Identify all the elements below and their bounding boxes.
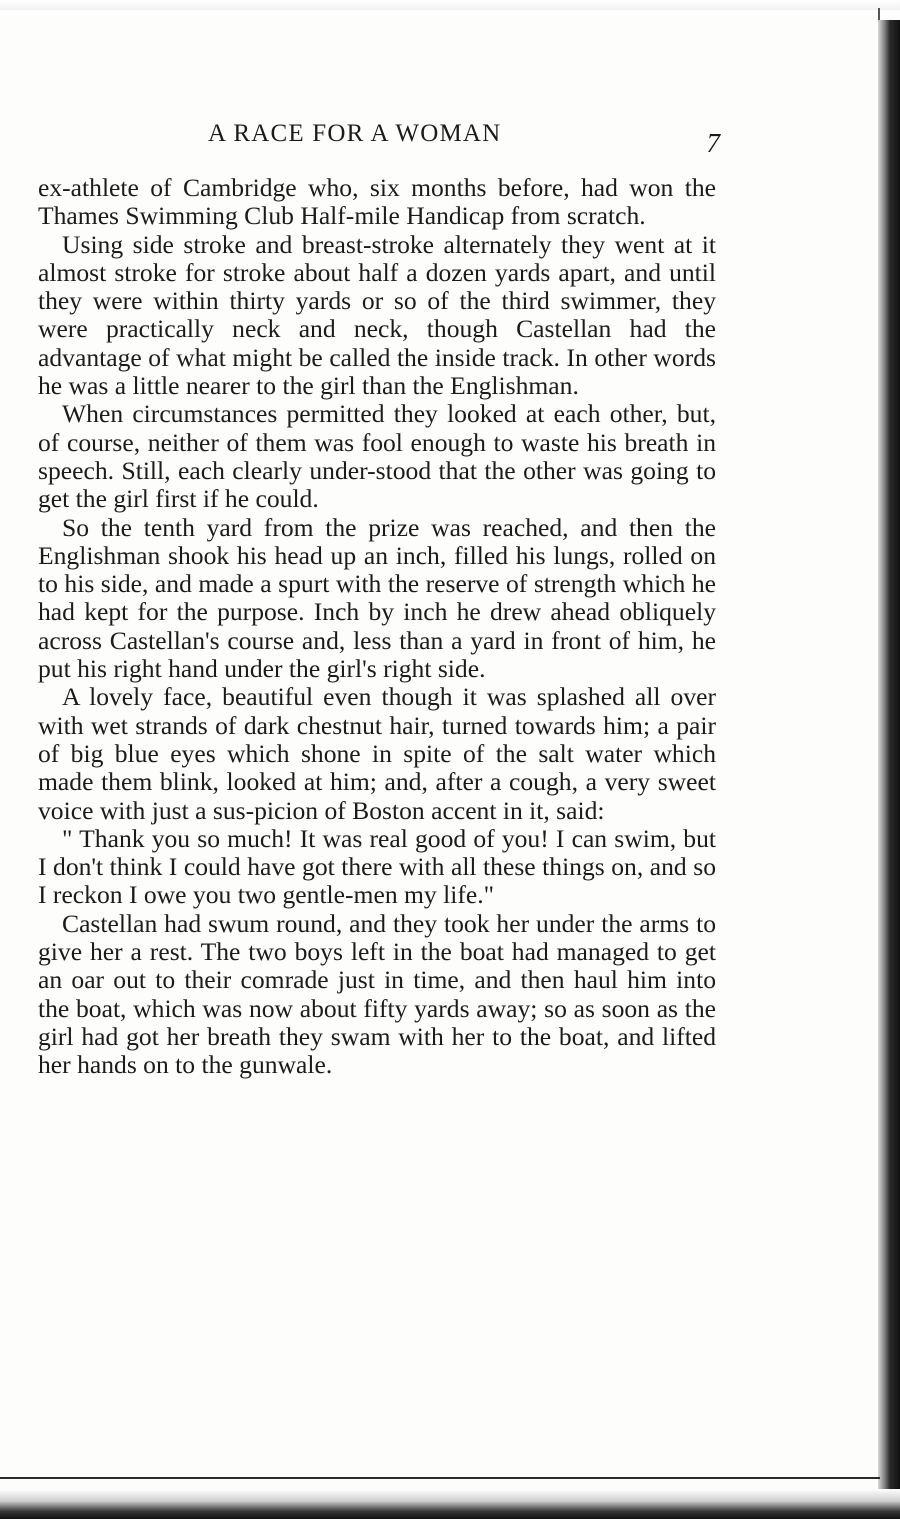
paragraph: So the tenth yard from the prize was reached, and then the Englishman shook his head up an inch, filled his lungs, rolled on to his side, and made a spurt with the reserve of strength which he had kept for the purpose. Inch by inch he drew ahead obliquely across Castellan's course and, less than a yard in front of him, he put his right hand under the girl's right side. [38, 512, 716, 684]
paragraph: When circumstances permitted they looked at each other, but, of course, neither of them was fool enough to waste his breath in speech. Still, each clearly under-stood that the other was going to get the girl first if he could. [38, 399, 716, 514]
paragraph: " Thank you so much! It was real good of you! I can swim, but I don't think I could have got there with all these things on, and so I reckon I owe you two gentle-men my life." [38, 823, 716, 910]
scan-right-edge [878, 20, 900, 1510]
scan-bottom-edge-line [0, 1477, 880, 1479]
scan-bottom-edge [0, 1489, 900, 1519]
scan-top-edge [0, 0, 900, 10]
running-head [40, 120, 720, 156]
running-title: A RACE FOR A WOMAN [208, 120, 502, 147]
paragraph: A lovely face, beautiful even though it was splashed all over with wet strands of dark chestnut hair, turned towards him; a pair of big blue eyes which shone in spite of the salt water which made them blink, looked at him; and, after a cough, a very sweet voice with just a sus-picion of Boston accent in it, said: [38, 682, 716, 825]
page-number: 7 [706, 128, 720, 158]
paragraph: Using side stroke and breast-stroke alternately they went at it almost stroke for stroke about half a dozen yards apart, and until they were within thirty yards or so of the third swimmer, they were practically neck and neck, though Castellan had the advantage of what might be called the inside track. In other words he was a little nearer to the girl than the Englishman. [38, 229, 716, 401]
paragraph: ex-athlete of Cambridge who, six months before, had won the Thames Swimming Club Half-mile Handicap from scratch. [38, 173, 716, 231]
paragraph: Castellan had swum round, and they took her under the arms to give her a rest. The two boys left in the boat had managed to get an oar out to their comrade just in time, and then haul him into the boat, which was now about fifty yards away; so as soon as the girl had got her breath they swam with her to the boat, and lifted her hands on to the gunwale. [38, 908, 716, 1080]
body-text [38, 174, 716, 1080]
